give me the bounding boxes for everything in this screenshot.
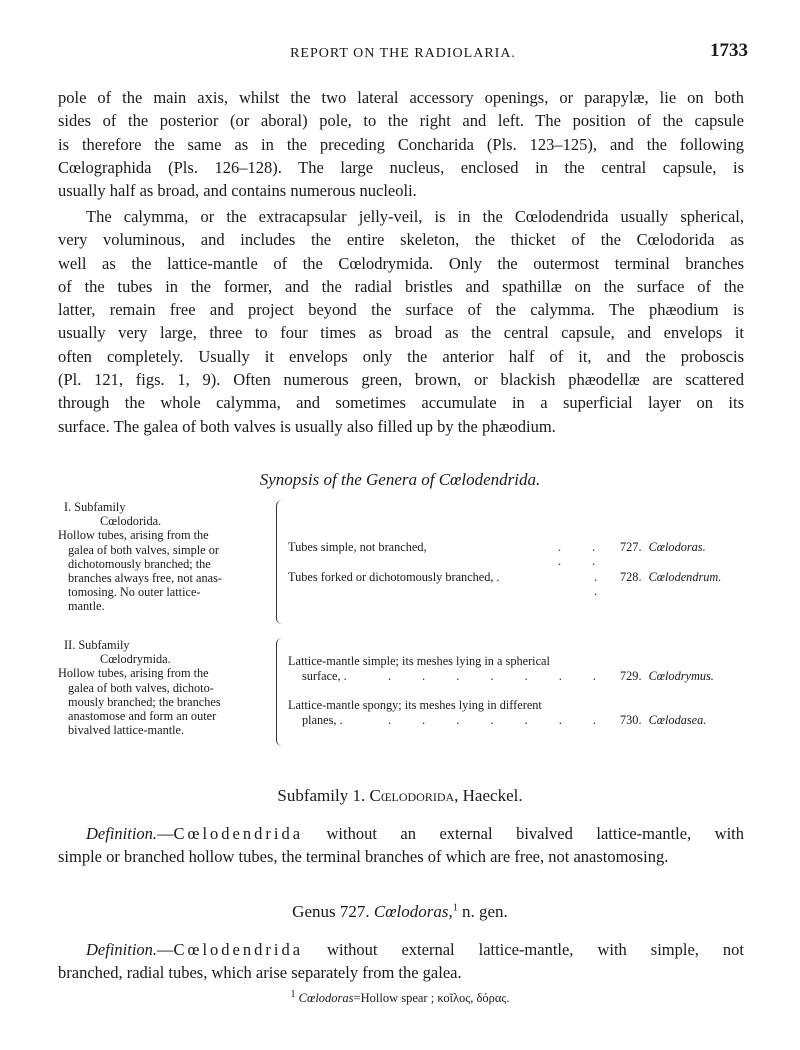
definition-text: without external lattice-mantle, with simple, not [303, 940, 744, 959]
genus-heading [0, 902, 800, 922]
subfamily-heading [0, 786, 800, 806]
paragraph-line: often completely. Usually it envelops only the anterior half of it, and the proboscis [58, 346, 744, 366]
genus-definition [58, 938, 744, 985]
synopsis-group-2 [58, 638, 748, 748]
paragraph-line: usually half as broad, and contains numerous nucleoli. [58, 181, 417, 201]
genus-entry [620, 540, 760, 554]
subfamily-description [58, 666, 270, 737]
group-description [58, 638, 270, 737]
synopsis-row-text: Tubes simple, not branched, [288, 540, 427, 554]
paragraph-line: of the tubes in the former, and the radial bristles and spathillæ on the surface of the [58, 276, 744, 296]
description-line: mously branched; the branches [68, 694, 221, 709]
page-number: 1733 [710, 40, 748, 61]
paragraph-2 [58, 205, 744, 438]
genus-name: Cœlodoras. [648, 540, 706, 554]
subfamily-heading-suffix: , Haeckel. [454, 786, 523, 805]
synopsis-row-text-cont: planes, . [302, 713, 343, 727]
leader-dots: . . . . . . . [388, 713, 610, 727]
genus-entry [620, 669, 760, 683]
synopsis-row-text-cont: surface, . [302, 669, 347, 683]
synopsis-row-text: Lattice-mantle spongy; its meshes lying in different [288, 698, 542, 712]
genus-heading-name: Cœlodoras, [373, 902, 453, 921]
synopsis-row-text: Tubes forked or dichotomously branched, . [288, 570, 500, 584]
genus-name: Cœlodasea. [648, 713, 707, 727]
description-line: anastomose and form an outer [68, 709, 217, 724]
genus-entry [620, 713, 760, 727]
synopsis-title: Synopsis of the Genera of Cœlodendrida. [259, 470, 541, 489]
description-line: Hollow tubes, arising from the [58, 666, 209, 681]
running-title: REPORT ON THE RADIOLARIA. [290, 46, 516, 61]
subfamily-heading-name: Cœlodorida [369, 786, 455, 805]
running-header [58, 40, 748, 68]
footnote-text: =Hollow spear ; κοῖλος, δόρας. [353, 991, 510, 1006]
genus-name: Cœlodrymus. [648, 669, 714, 683]
subfamily-label: I. Subfamily [64, 500, 126, 514]
genus-number: 729. [620, 669, 642, 683]
definition-text: without an external bivalved lattice-mantle, with [303, 824, 744, 843]
paragraph-line: well as the lattice-mantle of the Cœlodrymida. Only the outermost terminal branches [58, 253, 744, 273]
subfamily-label: II. Subfamily [64, 638, 130, 652]
brace [276, 638, 285, 746]
group-description [58, 500, 270, 614]
definition-taxon: Cœlodendrida [173, 940, 304, 959]
brace [276, 500, 285, 624]
subfamily-name: Cœlodorida. [100, 514, 162, 529]
paragraph-line: sides of the posterior (or aboral) pole, to the right and left. The position of the capsule [58, 111, 744, 131]
genus-name: Cœlodendrum. [648, 570, 722, 584]
subfamily-heading-prefix: Subfamily 1. [277, 786, 366, 805]
paragraph-line: (Pl. 121, figs. 1, 9). Often numerous green, brown, or blackish phæodellæ are scattered [58, 370, 744, 390]
definition-label: Definition. [86, 940, 158, 959]
leader-dots: . . [594, 570, 612, 599]
definition-line: simple or branched hollow tubes, the terminal branches of which are free, not anastomosing. [58, 847, 669, 867]
paragraph-line: usually very large, three to four times as broad as the central capsule, and envelops it [58, 323, 744, 343]
description-line: mantle. [68, 599, 105, 614]
definition-line [58, 938, 744, 961]
paragraph-1 [58, 86, 744, 202]
paragraph-line: is therefore the same as in the preceding Concharida (Pls. 123–125), and the following [58, 134, 744, 154]
definition-line: branched, radial tubes, which arise separately from the galea. [58, 963, 462, 983]
genus-heading-suffix: n. gen. [457, 902, 508, 921]
paragraph-line: pole of the main axis, whilst the two lateral accessory openings, or parapylæ, lie on both [58, 88, 744, 107]
leader-dots: . . . . . . . [388, 669, 610, 683]
synopsis-group-1 [58, 500, 748, 628]
paragraph-line: very voluminous, and includes the entire skeleton, the thicket of the Cœlodorida as [58, 230, 744, 250]
definition-label: Definition. [86, 824, 158, 843]
paragraph-line: through the whole calymma, and sometimes accumulate in a superficial layer on its [58, 393, 744, 413]
footnote-term: Cœlodoras [298, 991, 354, 1006]
description-line: tomosing. No outer lattice- [68, 585, 201, 600]
definition-line [58, 822, 744, 845]
definition-taxon: Cœlodendrida [173, 824, 304, 843]
paragraph-line: latter, remain free and project beyond the surface of the calymma. The phæodium is [58, 300, 744, 320]
description-line: galea of both valves, dichoto- [68, 680, 214, 695]
genus-number: 730. [620, 713, 642, 727]
description-line: branches always free, not anas- [68, 571, 222, 586]
footnote-marker: 1 [452, 902, 458, 914]
genus-number: 727. [620, 540, 642, 554]
description-line: Hollow tubes, arising from the [58, 528, 209, 543]
genus-number: 728. [620, 570, 642, 584]
paragraph-line: Cœlographida (Pls. 126–128). The large nucleus, enclosed in the central capsule, is [58, 157, 744, 177]
definition-dash: — [157, 940, 174, 959]
paragraph-line: The calymma, or the extracapsular jelly-veil, is in the Cœlodendrida usually spherical, [86, 207, 744, 226]
footnote [0, 989, 800, 1006]
subfamily-description [58, 528, 270, 613]
paragraph-line: surface. The galea of both valves is usually also filled up by the phæodium. [58, 416, 556, 436]
subfamily-definition [58, 822, 744, 869]
subfamily-name: Cœlodrymida. [100, 652, 171, 667]
leader-dots: . . . . [558, 540, 610, 569]
synopsis-row-text: Lattice-mantle simple; its meshes lying in a spherical [288, 654, 550, 668]
description-line: galea of both valves, simple or [68, 542, 219, 557]
footnote-number: 1 [290, 989, 296, 1000]
definition-dash: — [157, 824, 174, 843]
description-line: bivalved lattice-mantle. [68, 723, 185, 738]
description-line: dichotomously branched; the [68, 556, 211, 571]
genus-entry [620, 570, 760, 584]
genus-heading-prefix: Genus 727. [292, 902, 370, 921]
